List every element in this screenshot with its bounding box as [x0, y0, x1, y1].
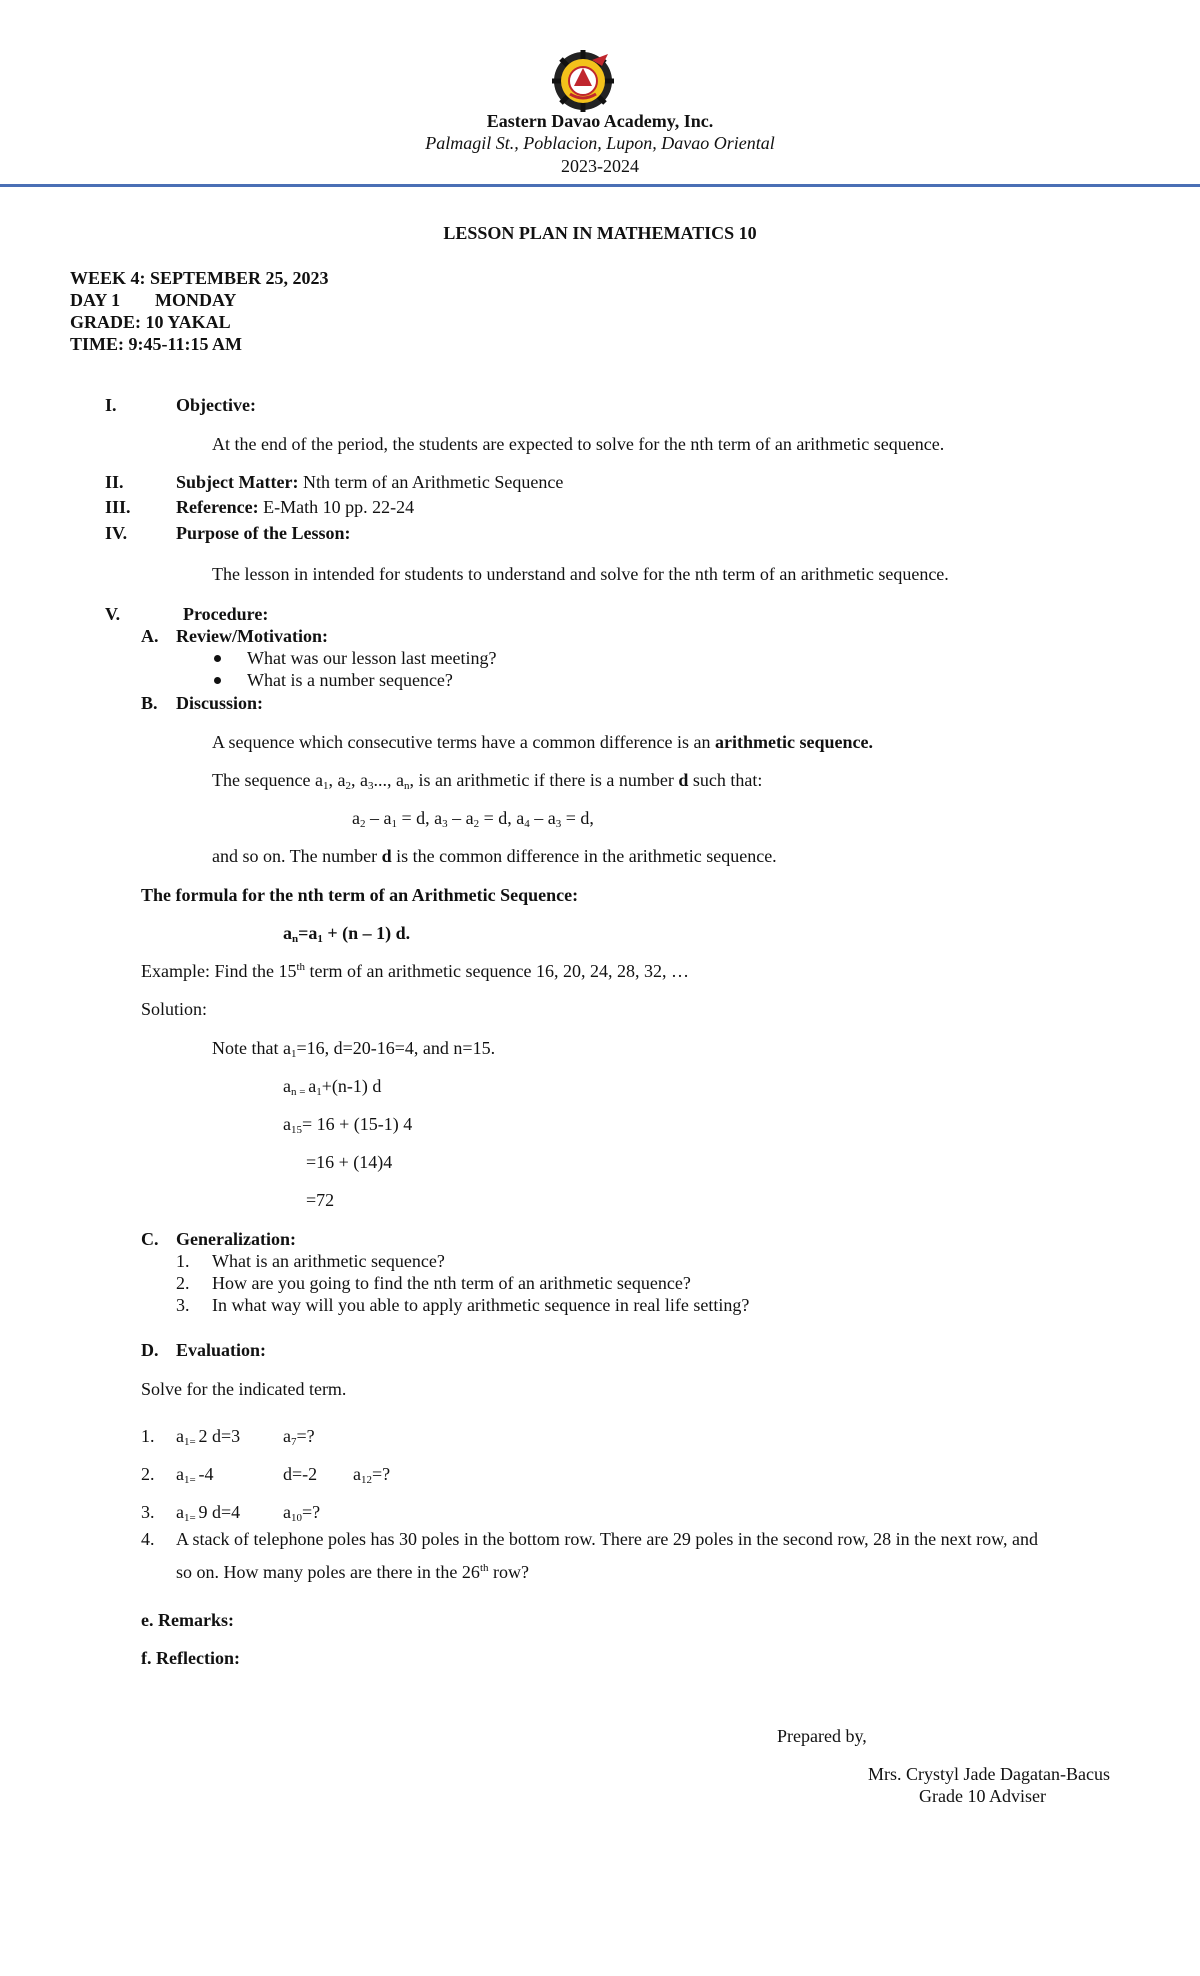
section-number: II.	[105, 472, 124, 492]
prepared-by: Prepared by,	[777, 1726, 867, 1746]
objective-text: At the end of the period, the students are expected to solve for the nth term of an arithmetic sequence.	[212, 434, 945, 454]
example-intro: Example: Find the 15	[141, 961, 297, 981]
subject-matter-line	[176, 471, 563, 493]
problem-4-text: so on. How many poles are there in the 26	[176, 1562, 480, 1582]
signatory-position: Grade 10 Adviser	[919, 1786, 1046, 1806]
solution-step-simplify: =16 + (14)4	[306, 1152, 393, 1172]
subject-matter-text: Nth term of an Arithmetic Sequence	[302, 472, 564, 492]
problem-2: $a_{1=}$ -4	[176, 1464, 214, 1486]
section-number: I.	[105, 395, 117, 415]
definition-plain: A sequence which consecutive terms have a common difference is an	[212, 732, 711, 752]
list-number: 3.	[176, 1295, 190, 1315]
solution-step-substitute: $a_{15}= 16 + (15-1)$ 4	[283, 1114, 413, 1136]
subsection-letter: C.	[141, 1229, 159, 1249]
example-sup: th	[296, 961, 306, 973]
problem-1-d: d=3	[212, 1426, 241, 1446]
subject-matter-label: Subject Matter:	[176, 472, 299, 492]
sequence-d: d	[678, 770, 689, 790]
example-rest: term of an arithmetic sequence 16, 20, 24, 28, 32, …	[309, 961, 689, 981]
school-year: 2023-2024	[561, 156, 639, 176]
sequence-end: such that:	[692, 770, 763, 790]
list-number: 2.	[141, 1464, 155, 1484]
problem-3-d: d=4	[212, 1502, 241, 1522]
list-item: What is an arithmetic sequence?	[212, 1251, 445, 1271]
reference-label: Reference:	[176, 497, 259, 517]
generalization-label: Generalization:	[176, 1229, 296, 1249]
sequence-intro: The sequence a	[212, 770, 323, 790]
section-number: IV.	[105, 523, 128, 543]
objective-label: Objective:	[176, 395, 256, 415]
list-number: 3.	[141, 1502, 155, 1522]
purpose-text: The lesson in intended for students to understand and solve for the nth term of an arithmetic sequence.	[212, 564, 949, 584]
purpose-label: Purpose of the Lesson:	[176, 523, 351, 543]
evaluation-label: Evaluation:	[176, 1340, 267, 1360]
header-divider	[0, 184, 1200, 187]
section-number: III.	[105, 497, 131, 517]
list-item: What is a number sequence?	[247, 670, 453, 690]
subsection-letter: B.	[141, 693, 158, 713]
evaluation-instruction: Solve for the indicated term.	[141, 1379, 347, 1399]
nth-term-formula: $a_n=a_1 + (n - 1)$ d.	[283, 923, 411, 945]
day-label: DAY 1	[70, 290, 121, 310]
reflection-label: f. Reflection:	[141, 1648, 240, 1668]
reference-line	[176, 496, 414, 518]
list-number: 4.	[141, 1529, 155, 1549]
note-intro: Note that a	[212, 1038, 291, 1058]
problem-3: $a_{1=}$ 9	[176, 1502, 208, 1524]
sequence-definition: The sequence $a_1$, $a_2$, $a_3$..., $a_n$, is an arithmetic if there is a number d such that:	[212, 770, 763, 792]
solution-step-answer: =72	[306, 1190, 335, 1210]
subsection-letter: A.	[141, 626, 159, 646]
procedure-label: Procedure:	[183, 604, 269, 624]
list-number: 2.	[176, 1273, 190, 1293]
review-label: Review/Motivation:	[176, 626, 328, 646]
solution-label: Solution:	[141, 999, 208, 1019]
school-logo	[552, 50, 614, 112]
common-difference-text	[212, 845, 777, 867]
school-name: Eastern Davao Academy, Inc.	[486, 111, 714, 131]
example-text	[141, 960, 689, 982]
problem-4-line1: A stack of telephone poles has 30 poles in the bottom row. There are 29 poles in the second row, 28 in the next row, and	[176, 1529, 1038, 1549]
sequence-rest: is an arithmetic if there is a number	[418, 770, 674, 790]
reference-text: E-Math 10 pp. 22-24	[263, 497, 415, 517]
problem-3-find: $a_{10}=$?	[283, 1502, 321, 1524]
problem-1: $a_{1=}$ 2	[176, 1426, 208, 1448]
time-line: TIME: 9:45-11:15 AM	[70, 334, 242, 354]
section-number: V.	[105, 604, 121, 624]
solution-step-formula: $a_{n =}$ $a_1+(n-1)$ d	[283, 1076, 382, 1098]
day-name: MONDAY	[155, 290, 237, 310]
list-number: 1.	[176, 1251, 190, 1271]
problem-4-line2	[176, 1561, 529, 1583]
definition-text	[212, 731, 873, 753]
subsection-letter: D.	[141, 1340, 159, 1360]
cd-d: d	[381, 846, 392, 866]
cd-start: and so on. The number	[212, 846, 378, 866]
formula-heading: The formula for the nth term of an Arithmetic Sequence:	[141, 885, 579, 905]
note-rest: =16, d=20-16=4, and n=15.	[296, 1038, 496, 1058]
discussion-label: Discussion:	[176, 693, 264, 713]
list-item: In what way will you able to apply arithmetic sequence in real life setting?	[212, 1295, 750, 1315]
list-number: 1.	[141, 1426, 155, 1446]
week-line: WEEK 4: SEPTEMBER 25, 2023	[70, 268, 329, 288]
page-title: LESSON PLAN IN MATHEMATICS 10	[443, 223, 757, 243]
solution-note: Note that $a_1=16$, d=20-16=4, and n=15.	[212, 1038, 496, 1060]
grade-line: GRADE: 10 YAKAL	[70, 312, 231, 332]
difference-equations: $a_2 - a_1 = d$, $a_3 - a_2 = d$, $a_4 - a_3 = d$,	[352, 808, 594, 830]
school-address: Palmagil St., Poblacion, Lupon, Davao Oriental	[425, 133, 775, 153]
signatory-name: Mrs. Crystyl Jade Dagatan-Bacus	[868, 1764, 1110, 1784]
problem-4-sup: th	[479, 1562, 489, 1574]
problem-4-end: row?	[493, 1562, 529, 1582]
problem-2-d: d=-2	[283, 1464, 318, 1484]
list-item: How are you going to find the nth term of an arithmetic sequence?	[212, 1273, 691, 1293]
definition-bold: arithmetic sequence.	[714, 732, 873, 752]
problem-2-find: $a_{12}=$?	[353, 1464, 391, 1486]
cd-end: is the common difference in the arithmetic sequence.	[396, 846, 777, 866]
remarks-label: e. Remarks:	[141, 1610, 234, 1630]
problem-1-find: $a_7=$?	[283, 1426, 315, 1448]
list-item: What was our lesson last meeting?	[247, 648, 497, 668]
